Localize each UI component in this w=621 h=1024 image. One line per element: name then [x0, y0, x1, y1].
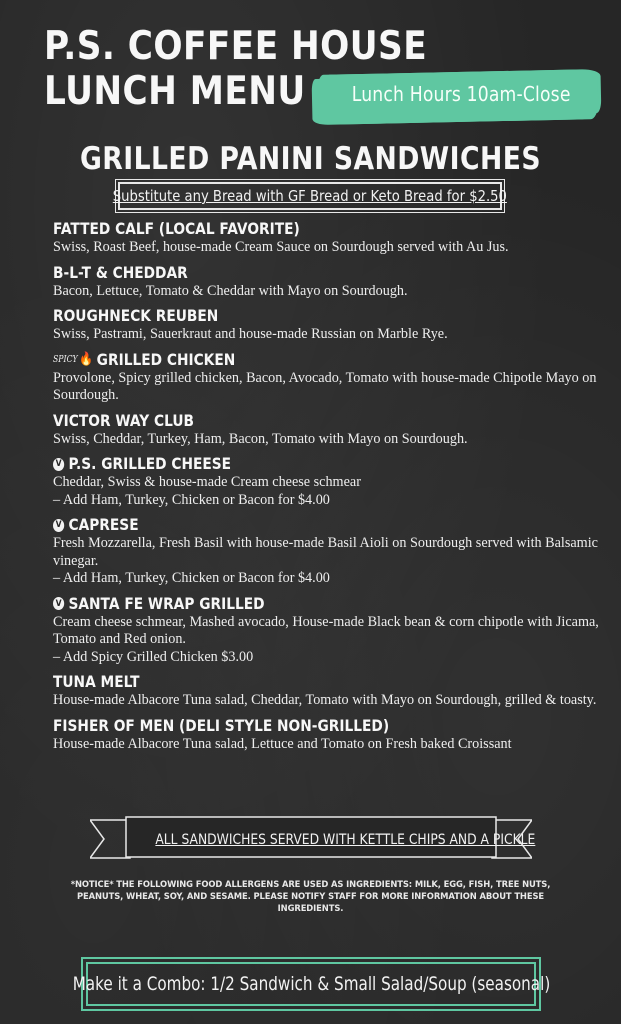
menu-item: [53, 411, 601, 449]
item-addon: – Add Spicy Grilled Chicken $3.00: [53, 648, 254, 665]
combo-text: Make it a Combo: 1/2 Sandwich & Small Salad/Soup (seasonal): [72, 973, 550, 995]
item-addon: – Add Ham, Turkey, Chicken or Bacon for $4.00: [53, 570, 330, 586]
item-description: Swiss, Cheddar, Turkey, Ham, Bacon, Tomato with Mayo on Sourdough.: [53, 430, 468, 447]
item-name-row: [53, 350, 524, 370]
vegetarian-icon: V: [53, 597, 64, 610]
menu-item: [53, 219, 601, 257]
item-description: Fresh Mozzarella, Fresh Basil with house-made Basil Aioli on Sourdough served with Balsamic vinegar.: [53, 535, 598, 569]
item-name: ROUGHNECK REUBEN: [53, 306, 219, 325]
item-name: GRILLED CHICKEN: [96, 349, 236, 369]
item-description: House-made Albacore Tuna salad, Lettuce and Tomato on Fresh baked Croissant: [53, 735, 512, 752]
section-title: GRILLED PANINI SANDWICHES: [79, 141, 542, 177]
spicy-label: SPICY: [53, 354, 78, 365]
substitute-note: Substitute any Bread with GF Bread or Keto Bread for $2.50: [112, 187, 508, 205]
vegetarian-icon: V: [53, 519, 64, 532]
flame-icon: 🔥: [79, 351, 94, 367]
item-name: TUNA MELT: [53, 672, 140, 691]
item-description: Provolone, Spicy grilled chicken, Bacon, Avocado, Tomato with house-made Chipotle Mayo on Sourdough.: [53, 369, 597, 403]
item-name: SANTA FE WRAP GRILLED: [68, 593, 265, 613]
lunch-hours: Lunch Hours 10am-Close: [351, 82, 571, 106]
menu-item: [53, 350, 601, 405]
item-description: House-made Albacore Tuna salad, Cheddar, Tomato with Mayo on Sourdough, grilled & toasty.: [53, 692, 597, 708]
item-name-row: [53, 594, 524, 614]
menu-item: [53, 515, 601, 588]
ribbon-text: ALL SANDWICHES SERVED WITH KETTLE CHIPS AND A PICKLE: [155, 832, 536, 848]
vegetarian-icon: V: [53, 458, 64, 471]
item-name-row: [53, 515, 524, 535]
menu-title-line1: P.S. COFFEE HOUSE: [44, 24, 428, 69]
item-name: FATTED CALF (LOCAL FAVORITE): [53, 219, 300, 238]
menu-items: [53, 219, 601, 759]
allergen-notice: *NOTICE* THE FOLLOWING FOOD ALLERGENS ARE USED AS INGREDIENTS: MILK, EGG, FISH, TREE NUTS, PEANUTS, WHEAT, SOY, AND SESAME. PLEASE NOTIFY STAFF FOR MORE INFORMATION ABOUT THESE INGREDIENTS.: [70, 879, 551, 913]
item-description: Swiss, Pastrami, Sauerkraut and house-made Russian on Marble Rye.: [53, 326, 448, 342]
menu-item: [53, 594, 601, 667]
menu-item: [53, 672, 601, 710]
item-description: Cream cheese schmear, Mashed avocado, House-made Black bean & corn chipotle with Jicama, Tomato and Red onion.: [53, 613, 599, 647]
item-description: Bacon, Lettuce, Tomato & Cheddar with Mayo on Sourdough.: [53, 282, 408, 299]
menu-item: [53, 454, 601, 509]
item-addon: – Add Ham, Turkey, Chicken or Bacon for $4.00: [53, 491, 330, 508]
menu-item: [53, 716, 601, 754]
item-name: VICTOR WAY CLUB: [53, 410, 195, 430]
menu-item: [53, 306, 601, 344]
item-name: B-L-T & CHEDDAR: [53, 262, 188, 282]
item-name-row: [53, 454, 524, 474]
item-description: Cheddar, Swiss & house-made Cream cheese schmear: [53, 474, 361, 490]
menu-title-line2: LUNCH MENU: [44, 69, 306, 114]
substitute-note-box: [112, 182, 508, 210]
item-description: Swiss, Roast Beef, house-made Cream Sauce on Sourdough served with Au Jus.: [53, 239, 509, 255]
item-name: FISHER OF MEN (DELI STYLE NON-GRILLED): [53, 715, 390, 735]
combo-box: [72, 962, 550, 1006]
item-name: CAPRESE: [68, 515, 139, 534]
item-name: P.S. GRILLED CHEESE: [68, 454, 232, 473]
menu-item: [53, 263, 601, 301]
